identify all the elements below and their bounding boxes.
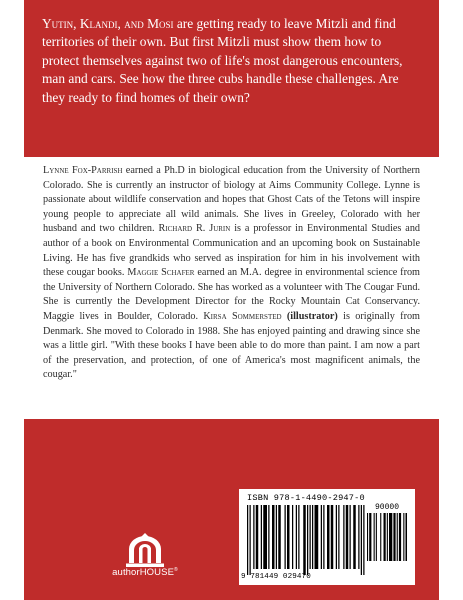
barcode-bar [338, 505, 339, 569]
barcode-bar [406, 513, 408, 561]
barcode-bar [374, 513, 375, 561]
publisher-logo [105, 533, 185, 581]
barcode-bar [298, 505, 299, 569]
bio-text-kirsa: is originally from Denmark. She moved to Colorado in 1988. She has enjoyed painting and drawing since she was a little girl. "With these books I have been able to do more than paint. I am now a part of the preservation, and protection, of one of America's most magnificent animals, the cougar." [43, 310, 420, 381]
isbn-label: ISBN 978-1-4490-2947-0 [247, 493, 365, 503]
barcode-bar [272, 505, 275, 569]
bio-name-maggie: Maggie Schafer [127, 267, 195, 279]
barcode-bar [331, 505, 334, 569]
barcode-bar [361, 505, 362, 575]
barcode-bar [287, 505, 290, 569]
barcode-bar [276, 505, 277, 569]
barcode-bar [296, 505, 297, 569]
bio-name-richard: Richard R. Jurin [158, 223, 231, 235]
bio-text-richard: is a professor in Environmental Studies and author of a book on Environmental Communication and an upcoming book on Sustainable Living. He has five grandkids who served as inspiration for him in his involvement with these cougar books. [43, 223, 421, 279]
bio-name-lynne: Lynne Fox-Parrish [43, 165, 123, 176]
barcode-bar [358, 505, 359, 569]
barcode-bar [268, 505, 269, 569]
bio-name-kirsa: Kirsa Sommersted [203, 310, 282, 322]
barcode-bar [323, 505, 324, 569]
ean13-barcode-icon [247, 505, 365, 575]
cub-name-mosi: and Mosi [124, 16, 174, 31]
price-addon-barcode-icon [367, 513, 407, 567]
barcode-bar [336, 505, 337, 569]
barcode-bar [292, 505, 293, 569]
synopsis-text: are getting ready to leave Mitzli and find territories of their own. But first Mitzli must show them how to protect themselves against two of life's most dangerous encounters, man and cars. See how the three cubs handle these challenges. Are they ready to find homes of their own? [42, 16, 403, 105]
barcode-bar [384, 513, 386, 561]
barcode-bar [321, 505, 322, 569]
barcode-bar [303, 505, 306, 575]
barcode-bar [376, 513, 377, 561]
barcode-bar [397, 513, 398, 561]
publisher-wordmark: authorHOUSE® [112, 567, 178, 578]
barcode-bar [312, 505, 313, 569]
barcode-bar [261, 505, 262, 569]
barcode-bar [253, 505, 254, 569]
barcode-bar [315, 505, 319, 569]
barcode-bar [350, 505, 351, 569]
synopsis-paragraph: Yutin, Klandi, and Mosi are getting ready to leave Mitzli and find territories of their own. But first Mitzli must show them how to protect themselves against two of life's most dangerous encounters, man and cars. See how the three cubs handle these challenges. Are they ready to find homes of their own? [42, 16, 403, 105]
authorhouse-arch-logo-icon [126, 533, 164, 567]
barcode-bar [380, 513, 381, 561]
back-cover-blurb-panel [24, 0, 439, 157]
barcode-bar [389, 513, 392, 561]
ean-digits: 9 781449 029470 [241, 573, 311, 581]
barcode-bar [343, 505, 344, 569]
barcode-bar [387, 513, 388, 561]
barcode-bar [363, 505, 364, 575]
isbn-barcode [239, 489, 415, 585]
barcode-bar [263, 505, 267, 569]
barcode-bar [250, 505, 251, 575]
barcode-bar [393, 513, 395, 561]
barcode-bar [285, 505, 286, 569]
author-bios-panel [24, 157, 439, 419]
barcode-bar [369, 513, 371, 561]
barcode-bar [367, 513, 368, 561]
barcode-bar [310, 505, 311, 569]
bio-text-lynne: earned a Ph.D in biological education from the University of Northern Colorado. She is currently an instructor of biology at Aims Community College. Lynne is passionate about wildlife conservation and hopes that Ghost Cats of the Tetons will inspire young people to appreciate all wild animals. She lives in Greeley, Colorado with her husband and two children. [43, 165, 420, 235]
barcode-bar [399, 513, 401, 561]
barcode-bar [327, 505, 330, 569]
bio-role-illustrator: (illustrator) [281, 310, 338, 322]
price-code: 90000 [374, 503, 399, 512]
cub-name-klandi: Klandi [79, 16, 118, 31]
author-bios-paragraph [43, 164, 420, 383]
barcode-bar [307, 505, 308, 575]
bio-text-maggie: earned an M.A. degree in environmental science from the University of Northern Colorado. She has worked as a volunteer with The Cougar Fund. She is currently the Development Director for the Rocky Mountain Cat Conservancy. Maggie lives in Boulder, Colorado. [43, 267, 420, 322]
barcode-bar [256, 505, 259, 569]
barcode-bar [403, 513, 404, 561]
barcode-bar [247, 505, 248, 575]
barcode-bar [346, 505, 349, 569]
barcode-bar [278, 505, 281, 569]
cub-name-yutin: Yutin [42, 16, 74, 31]
barcode-bar [353, 505, 356, 569]
